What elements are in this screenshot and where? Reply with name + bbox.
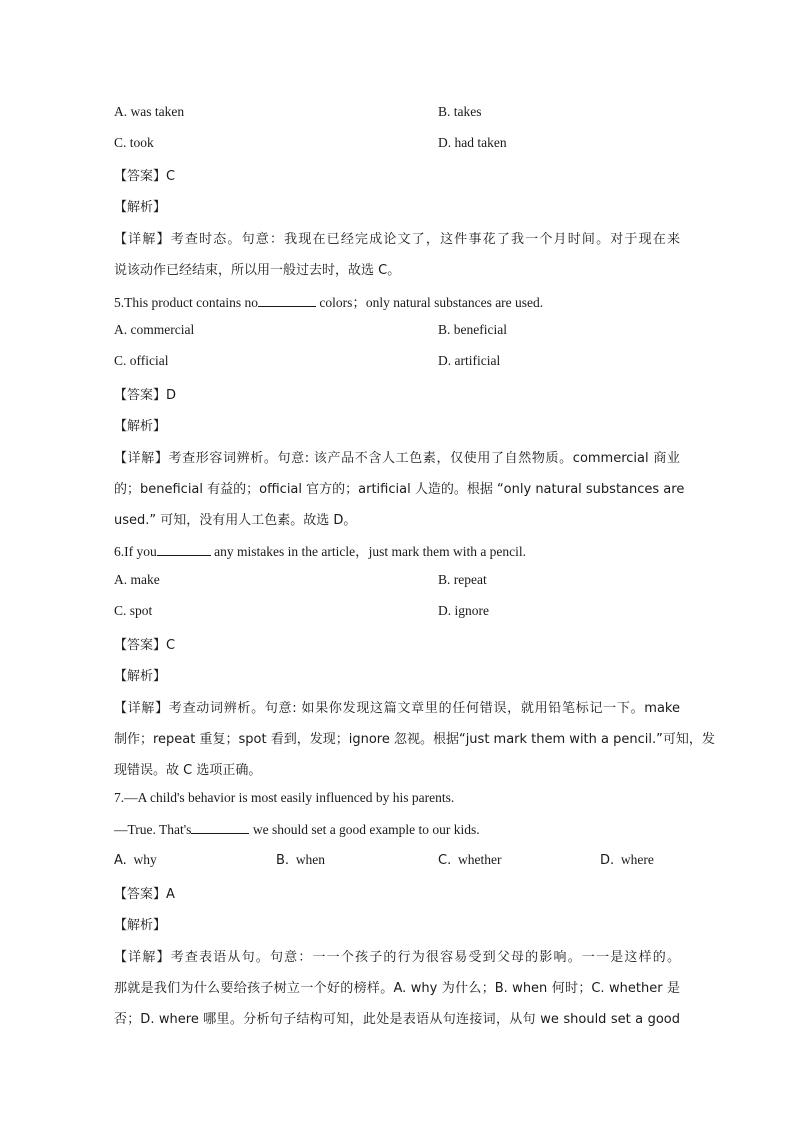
q7-answer: 【答案】A: [114, 887, 175, 902]
q6-answer: 【答案】C: [114, 638, 176, 653]
q5-answer: 【答案】D: [114, 388, 177, 403]
q5-detail-line-3: used.” 可知，没有用人工色素。故选 D。: [114, 513, 357, 528]
q7-stem-line-2: —True. That's we should set a good example to our kids.: [114, 822, 480, 837]
q4-option-a: A. was taken: [114, 104, 185, 119]
q6-analysis-heading: 【解析】: [114, 669, 167, 684]
q6-blank: [157, 543, 211, 556]
q6-option-c: C. spot: [114, 603, 153, 618]
q7-option-a: A. why: [114, 852, 157, 868]
q7-option-b: B. when: [276, 852, 326, 868]
q6-option-d: D. ignore: [438, 603, 489, 618]
q5-option-d: D. artificial: [438, 353, 501, 368]
q4-analysis-heading: 【解析】: [114, 200, 167, 215]
q7-detail-line-2: 那就是我们为什么要给孩子树立一个好的榜样。A. why 为什么；B. when 何时；C. whether 是: [114, 981, 680, 996]
q5-option-b: B. beneficial: [438, 322, 507, 337]
q7-analysis-heading: 【解析】: [114, 918, 167, 933]
q4-option-b: B. takes: [438, 104, 482, 119]
q6-option-b: B. repeat: [438, 572, 487, 587]
q6-detail-line-3: 现错误。故 C 选项正确。: [114, 763, 262, 778]
q6-option-a: A. make: [114, 572, 160, 587]
q5-option-c: C. official: [114, 353, 169, 368]
q7-detail-line-1: 【详解】考查表语从句。句意：一一个孩子的行为很容易受到父母的影响。一一是这样的。: [114, 950, 680, 965]
q7-option-d: D. where: [600, 852, 654, 868]
q4-detail-line-1: 【详解】考查时态。句意：我现在已经完成论文了，这件事花了我一个月时间。对于现在来: [114, 232, 680, 247]
q4-detail-line-2: 说该动作已经结束，所以用一般过去时，故选 C。: [114, 263, 401, 278]
q6-detail-line-2: 制作；repeat 重复；spot 看到，发现；ignore 忽视。根据“just mark them with a pencil.”可知，发: [114, 732, 715, 747]
q5-stem: 5.This product contains no colors；only natural substances are used.: [114, 295, 544, 310]
q5-detail-line-1: 【详解】考查形容词辨析。句意: 该产品不含人工色素，仅使用了自然物质。commercial 商业: [114, 451, 680, 466]
q5-detail-line-2: 的；beneficial 有益的；official 官方的；artificial 人造的。根据 “only natural substances are: [114, 482, 685, 497]
q6-detail-line-1: 【详解】考查动词辨析。句意: 如果你发现这篇文章里的任何错误，就用铅笔标记一下。make: [114, 701, 680, 716]
q6-stem: 6.If you any mistakes in the article，just mark them with a pencil.: [114, 544, 527, 559]
q7-stem-line-1: 7.—A child's behavior is most easily influenced by his parents.: [114, 790, 455, 805]
q4-option-d: D. had taken: [438, 135, 507, 150]
q5-option-a: A. commercial: [114, 322, 195, 337]
q7-detail-line-3: 否；D. where 哪里。分析句子结构可知，此处是表语从句连接词，从句 we should set a good: [114, 1012, 680, 1027]
q5-analysis-heading: 【解析】: [114, 419, 167, 434]
q4-option-c: C. took: [114, 135, 154, 150]
q7-option-c: C. whether: [438, 852, 502, 868]
q4-answer: 【答案】C: [114, 169, 176, 184]
q5-blank: [258, 294, 316, 307]
q7-blank: [191, 821, 249, 834]
